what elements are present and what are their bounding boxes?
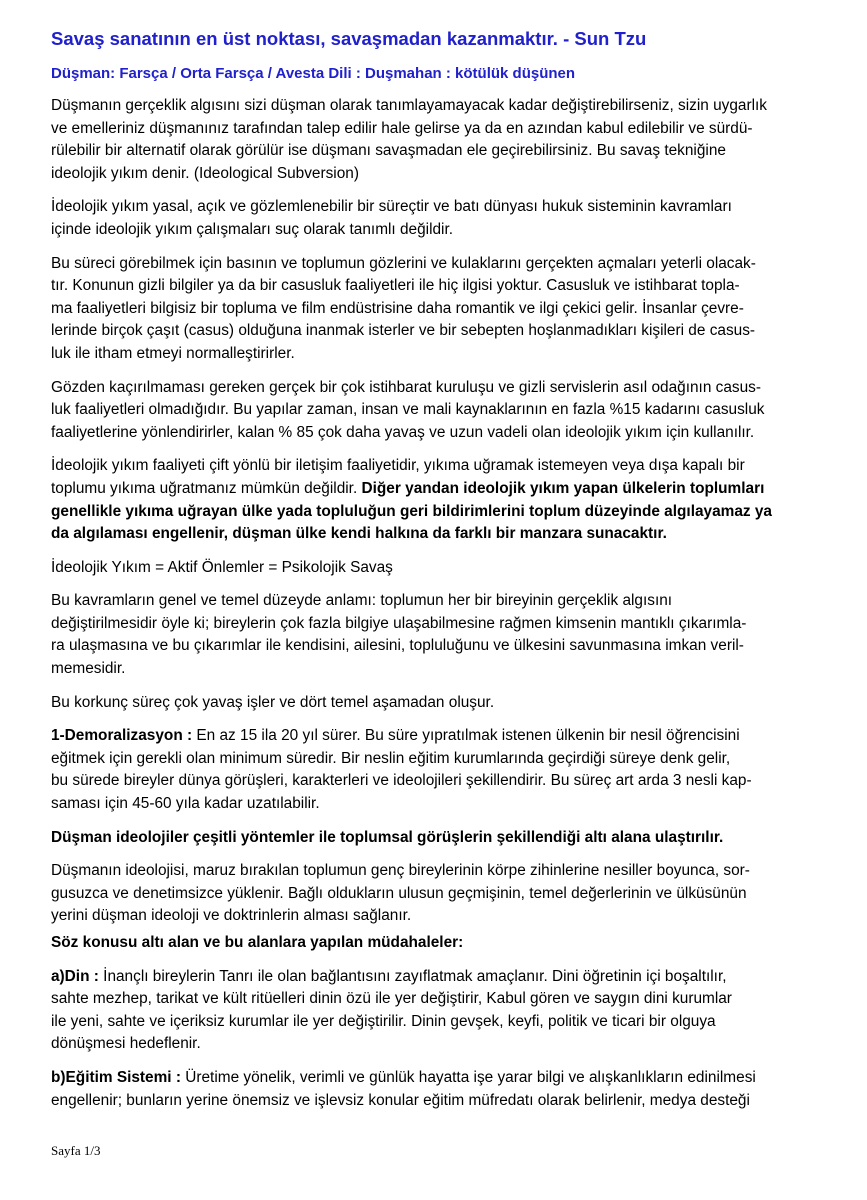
text-line — [51, 343, 823, 366]
text-line — [51, 1067, 823, 1090]
text-line — [51, 501, 823, 524]
text-run: ra ulaşmasına ve bu çıkarımlar ile kendisini, ailesini, topluluğunu ve ülkesini savunmasına imkan veril- — [51, 637, 744, 655]
paragraph — [51, 377, 823, 445]
text-run: değiştirilmesidir öyle ki; bireylerin çok fazla bilgiye ulaşabilmesine rağmen kimsenin mantıklı çıkarımla- — [51, 614, 747, 632]
text-line — [51, 635, 823, 658]
text-run: memesidir. — [51, 660, 126, 678]
text-line — [51, 399, 823, 422]
text-run: engellenir; bunların yerine önemsiz ve işlevsiz konular eğitim müfredatı olarak belirlenir, medya desteği — [51, 1091, 750, 1109]
text-line — [51, 613, 823, 636]
text-line — [51, 770, 823, 793]
text-line — [51, 219, 823, 242]
document-body — [51, 95, 823, 1112]
text-line — [51, 163, 823, 186]
bold-text: Diğer yandan ideolojik yıkım yapan ülkelerin toplumları — [361, 479, 765, 497]
text-line — [51, 827, 823, 850]
text-line — [51, 523, 823, 546]
text-line — [51, 1033, 823, 1056]
paragraph — [51, 253, 823, 366]
text-line — [51, 455, 823, 478]
text-line — [51, 422, 823, 445]
text-line — [51, 320, 823, 343]
text-line — [51, 253, 823, 276]
paragraph — [51, 725, 823, 815]
paragraph — [51, 692, 823, 715]
paragraph — [51, 196, 823, 241]
bold-text: Söz konusu altı alan ve bu alanlara yapılan müdahaleler: — [51, 934, 464, 951]
text-run: gusuzca ve denetimsizce yüklenir. Bağlı oldukların ulusun geçmişinin, temel değerlerinin ve ülküsünün — [51, 884, 747, 902]
text-line — [51, 932, 823, 955]
page-title: Savaş sanatının en üst noktası, savaşmadan kazanmaktır. - Sun Tzu — [51, 28, 647, 49]
text-run: Bu kavramların genel ve temel düzeyde anlamı: toplumun her bir bireyinin gerçeklik algısını — [51, 592, 673, 610]
text-run: Gözden kaçırılmaması gereken gerçek bir çok istihbarat kuruluşu ve gizli servislerin asıl odağının casus- — [51, 378, 761, 396]
bold-text: a)Din : — [51, 967, 99, 985]
bold-text: 1-Demoralizasyon : — [51, 727, 193, 745]
text-run: ile yeni, sahte ve içeriksiz kurumlar ile yer değiştirilir. Dinin gevşek, keyfi, politik ve ticari bir olguya — [51, 1012, 716, 1030]
paragraph — [51, 590, 823, 680]
text-line — [51, 1011, 823, 1034]
text-line — [51, 140, 823, 163]
text-line — [51, 590, 823, 613]
text-line — [51, 966, 823, 989]
bold-text: b)Eğitim Sistemi : — [51, 1068, 181, 1086]
text-line — [51, 748, 823, 771]
text-run: Bu korkunç süreç çok yavaş işler ve dört temel aşamadan oluşur. — [51, 693, 495, 711]
text-run: tır. Konunun gizli bilgiler ya da bir casusluk faaliyetleri ile hiç ilgisi yoktur. Casusluk ve istihbarat topla- — [51, 277, 740, 295]
bold-text: Düşman ideolojiler çeşitli yöntemler ile toplumsal görüşlerin şekillendiği altı alana ulaştırılır. — [51, 828, 724, 846]
text-line — [51, 658, 823, 681]
text-line — [51, 118, 823, 141]
text-run: dönüşmesi hedeflenir. — [51, 1035, 201, 1053]
paragraph — [51, 966, 823, 1056]
text-run: Düşmanın gerçeklik algısını sizi düşman olarak tanımlayamayacak kadar değiştirebilirseniz, sizin uygarlık — [51, 97, 767, 114]
text-run: Düşmanın ideolojisi, maruz bırakılan toplumun genç bireylerinin körpe zihinlerine nesiller boyunca, sor- — [51, 862, 750, 880]
text-line — [51, 725, 823, 748]
text-run: yerini düşman ideoloji ve doktrinlerin alması sağlanır. — [51, 907, 412, 925]
text-line — [51, 275, 823, 298]
text-line — [51, 905, 823, 928]
text-run: luk faaliyetleri olmadığıdır. Bu yapılar zaman, insan ve mali kaynaklarının en fazla %15 kadarını casusluk — [51, 401, 765, 419]
text-line — [51, 1090, 823, 1113]
text-run: faaliyetlerine yönlendirirler, kalan % 85 çok daha yavaş ve uzun vadeli olan ideolojik yıkım için kullanılır. — [51, 423, 755, 441]
paragraph — [51, 557, 823, 580]
text-run: En az 15 ila 20 yıl sürer. Bu süre yıpratılmak istenen ülkenin bir nesil öğrencisini — [192, 727, 740, 745]
text-run: İdeolojik yıkım yasal, açık ve gözlemlenebilir bir süreçtir ve batı dünyası hukuk sisteminin kavramları — [51, 198, 732, 216]
text-run: lerinde birçok çaşıt (casus) olduğuna inanmak isterler ve bir sebepten hoşlanmadıkları kişileri de casus- — [51, 322, 756, 340]
text-run: ma faaliyetleri bilgisiz bir topluma ve film endüstrisine daha romantik ve ilgi çekici gelir. İnsanlar çevre- — [51, 299, 744, 317]
page-subtitle: Düşman: Farsça / Orta Farsça / Avesta Dili : Duşmahan : kötülük düşünen — [51, 65, 576, 82]
text-line — [51, 860, 823, 883]
text-run: ideolojik yıkım denir. (Ideological Subversion) — [51, 164, 359, 182]
text-line — [51, 557, 823, 580]
text-line — [51, 95, 823, 118]
text-run: bu sürede bireyler dünya görüşleri, karakterleri ve ideolojileri şekillendirir. Bu süreç art arda 3 nesli kap- — [51, 772, 752, 790]
text-run: Üretime yönelik, verimli ve günlük hayatta işe yarar bilgi ve alışkanlıkların edinilmesi — [180, 1068, 756, 1086]
text-run: eğitmek için gerekli olan minimum süredir. Bir neslin eğitim kurumlarında geçirdiği süreye denk gelir, — [51, 749, 731, 767]
text-run: luk ile itham etmeyi normalleştirirler. — [51, 344, 295, 362]
text-run: saması için 45-60 yıla kadar uzatılabilir. — [51, 795, 320, 813]
paragraph — [51, 455, 823, 545]
bold-text: da algılaması engellenir, düşman ülke kendi halkına da farklı bir manzara sunacaktır. — [51, 525, 667, 543]
text-line — [51, 883, 823, 906]
page-number: Sayfa 1/3 — [51, 1143, 101, 1158]
text-run: içinde ideolojik yıkım çalışmaları suç olarak tanımlı değildir. — [51, 220, 454, 238]
text-run: toplumu yıkıma uğratmanız mümkün değildir. — [51, 479, 362, 497]
paragraph — [51, 860, 823, 954]
text-line — [51, 377, 823, 400]
text-run: ve emelleriniz düşmanınız tarafından talep edilir hale gelirse ya da en azından kabul edilebilir ve sürdü- — [51, 119, 753, 137]
paragraph — [51, 1067, 823, 1112]
paragraph — [51, 95, 823, 185]
text-line — [51, 793, 823, 816]
bold-text: genellikle yıkıma uğrayan ülke yada topluluğun geri bildirimlerini toplum düzeyinde algılayamaz ya — [51, 502, 772, 520]
text-run: İnançlı bireylerin Tanrı ile olan bağlantısını zayıflatmak amaçlanır. Dini öğretinin içi boşaltılır, — [98, 967, 727, 985]
text-run: sahte mezhep, tarikat ve kült ritüelleri dinin özü ile yer değiştirir, Kabul gören ve saygın dini kurumlar — [51, 990, 732, 1008]
paragraph — [51, 827, 823, 850]
text-line — [51, 988, 823, 1011]
text-line — [51, 692, 823, 715]
text-line — [51, 196, 823, 219]
text-run: rülebilir bir alternatif olarak görülür ise düşmanı savaşmadan ele geçirebilirsiniz. Bu savaş tekniğine — [51, 142, 726, 160]
text-line — [51, 478, 823, 501]
text-line — [51, 298, 823, 321]
text-run: İdeolojik yıkım faaliyeti çift yönlü bir iletişim faaliyetidir, yıkıma uğramak istemeyen veya dışa kapalı bir — [51, 457, 745, 475]
text-run: Bu süreci görebilmek için basının ve toplumun gözlerini ve kulaklarını gerçekten açmaları yeterli olacak- — [51, 254, 756, 272]
text-run: İdeolojik Yıkım = Aktif Önlemler = Psikolojik Savaş — [51, 558, 393, 576]
